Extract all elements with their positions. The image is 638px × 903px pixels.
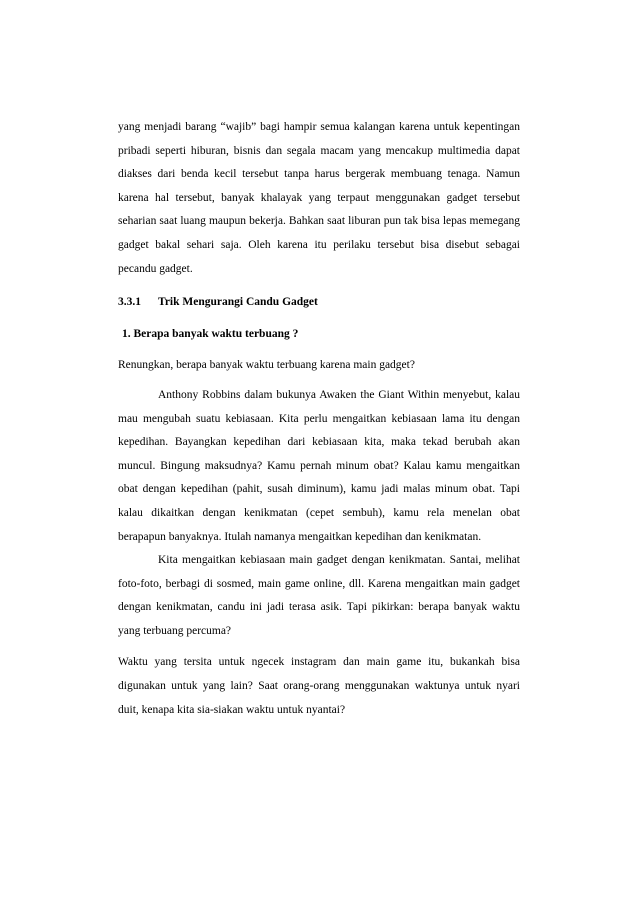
section-title: Trik Mengurangi Candu Gadget (158, 296, 318, 309)
paragraph-reflect: Renungkan, berapa banyak waktu terbuang karena main gadget? (118, 359, 415, 372)
paragraph-time: Waktu yang tersita untuk ngecek instagram dan main game itu, bukankah bisa digunakan untuk yang lain? Saat orang-orang menggunakan waktunya untuk nyari duit, kenapa kita sia-siakan waktu untuk nyantai? (118, 656, 520, 716)
section-number: 3.3.1 (118, 296, 141, 309)
paragraph-intro: yang menjadi barang “wajib” bagi hampir semua kalangan karena untuk kepentingan pribadi seperti hiburan, bisnis dan segala macam yang mencakup multimedia dapat diakses dari benda kecil tersebut tanpa harus bergerak membuang tenaga. Namun karena hal tersebut, banyak khalayak yang terpaut menggunakan gadget tersebut seharian saat luang maupun bekerja. Bahkan saat liburan pun tak bisa lepas memegang gadget bakal sehari saja. Oleh karena itu perilaku tersebut bisa disebut sebagai pecandu gadget. (118, 121, 520, 275)
paragraph-robbins: Anthony Robbins dalam bukunya Awaken the Giant Within menyebut, kalau mau mengubah suatu kebiasaan. Kita perlu mengaitkan kebiasaan lama itu dengan kepedihan. Bayangkan kepedihan dari kebiasaan kita, maka tekad berubah akan muncul. Bingung maksudnya? Kamu pernah minum obat? Kalau kamu mengaitkan obat dengan kepedihan (pahit, susah diminum), kamu jadi malas minum obat. Tapi kalau dikaitkan dengan kenikmatan (cepet sembuh), kamu rela menelan obat berapapun banyaknya. Itulah namanya mengaitkan kepedihan dan kenikmatan. (118, 388, 520, 543)
section-heading (118, 291, 520, 315)
paragraph-pleasure: Kita mengaitkan kebiasaan main gadget dengan kenikmatan. Santai, melihat foto-foto, berbagi di sosmed, main game online, dll. Karena mengaitkan main gadget dengan kenikmatan, candu ini jadi terasa asik. Tapi pikirkan: berapa banyak waktu yang terbuang percuma? (118, 554, 520, 637)
sub-heading: 1. Berapa banyak waktu terbuang ? (122, 327, 299, 340)
page-body (118, 116, 520, 722)
